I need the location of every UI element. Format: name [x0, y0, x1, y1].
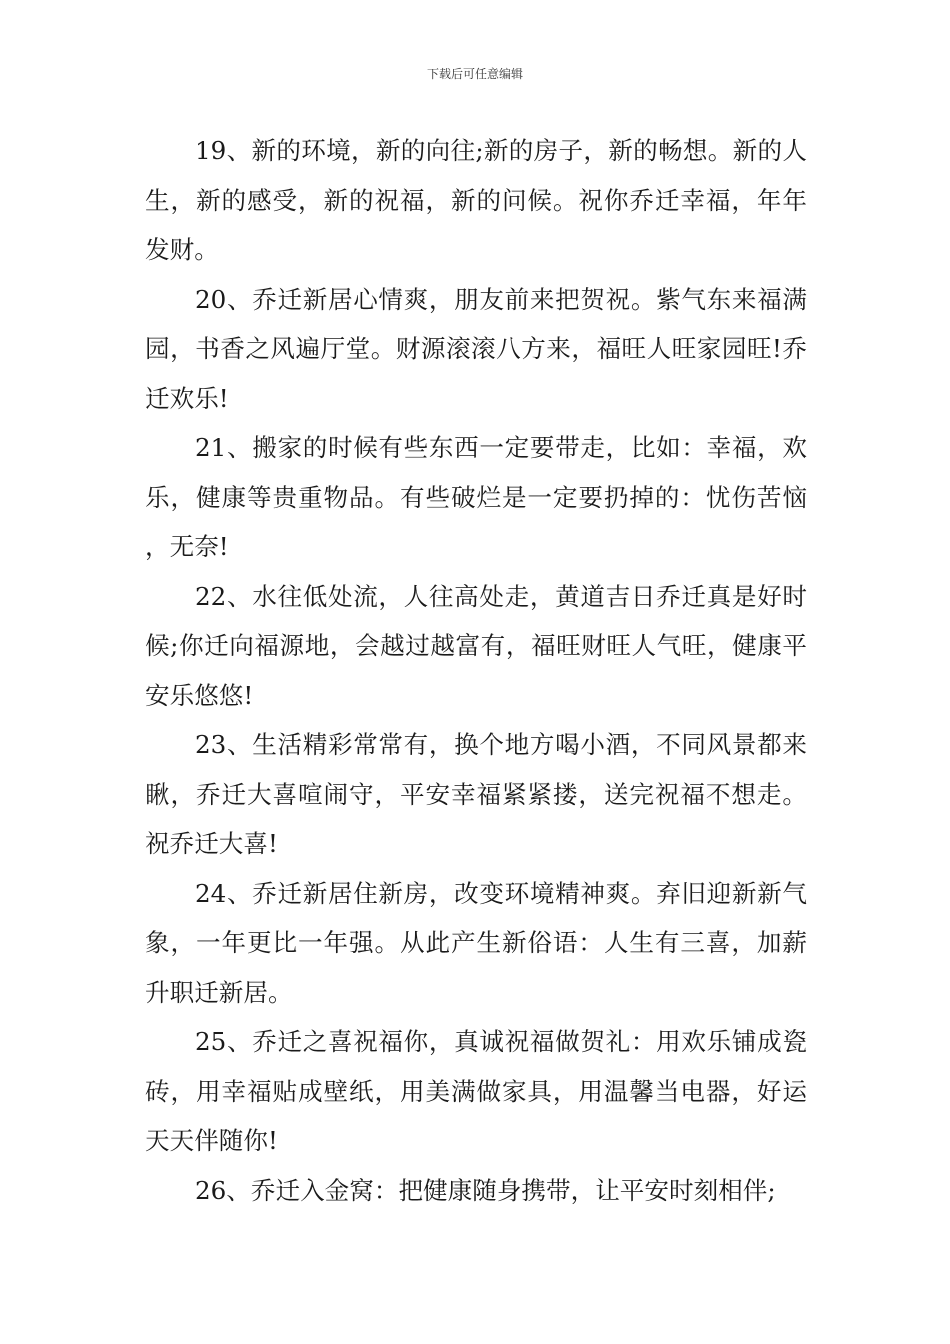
- paragraph-21: 21、搬家的时候有些东西一定要带走，比如：幸福，欢乐，健康等贵重物品。有些破烂是一定要扔掉的：忧伤苦恼，无奈!: [145, 433, 807, 561]
- paragraph-22: 22、水往低处流，人往高处走，黄道吉日乔迁真是好时候;你迁向福源地，会越过越富有，福旺财旺人气旺，健康平安乐悠悠!: [145, 581, 807, 710]
- paragraph-19: 19、新的环境，新的向往;新的房子，新的畅想。新的人生，新的感受，新的祝福，新的问候。祝你乔迁幸福，年年发财。: [145, 136, 807, 264]
- paragraph-20: 20、乔迁新居心情爽，朋友前来把贺祝。紫气东来福满园，书香之风遍厅堂。财源滚滚八方来，福旺人旺家园旺!乔迁欢乐!: [145, 284, 807, 413]
- paragraph-24: 24、乔迁新居住新房，改变环境精神爽。弃旧迎新新气象，一年更比一年强。从此产生新俗语：人生有三喜，加薪升职迁新居。: [145, 878, 807, 1007]
- paragraph-26: 26、乔迁入金窝：把健康随身携带，让平安时刻相伴;: [195, 1175, 776, 1205]
- page-header: 下载后可任意编辑: [426, 67, 523, 81]
- document-body: [145, 126, 807, 1215]
- paragraph-23: 23、生活精彩常常有，换个地方喝小酒，不同风景都来瞅，乔迁大喜喧闹守，平安幸福紧紧搂，送完祝福不想走。祝乔迁大喜!: [145, 730, 807, 858]
- paragraph-25: 25、乔迁之喜祝福你，真诚祝福做贺礼：用欢乐铺成瓷砖，用幸福贴成壁纸，用美满做家具，用温馨当电器，好运天天伴随你!: [145, 1027, 807, 1155]
